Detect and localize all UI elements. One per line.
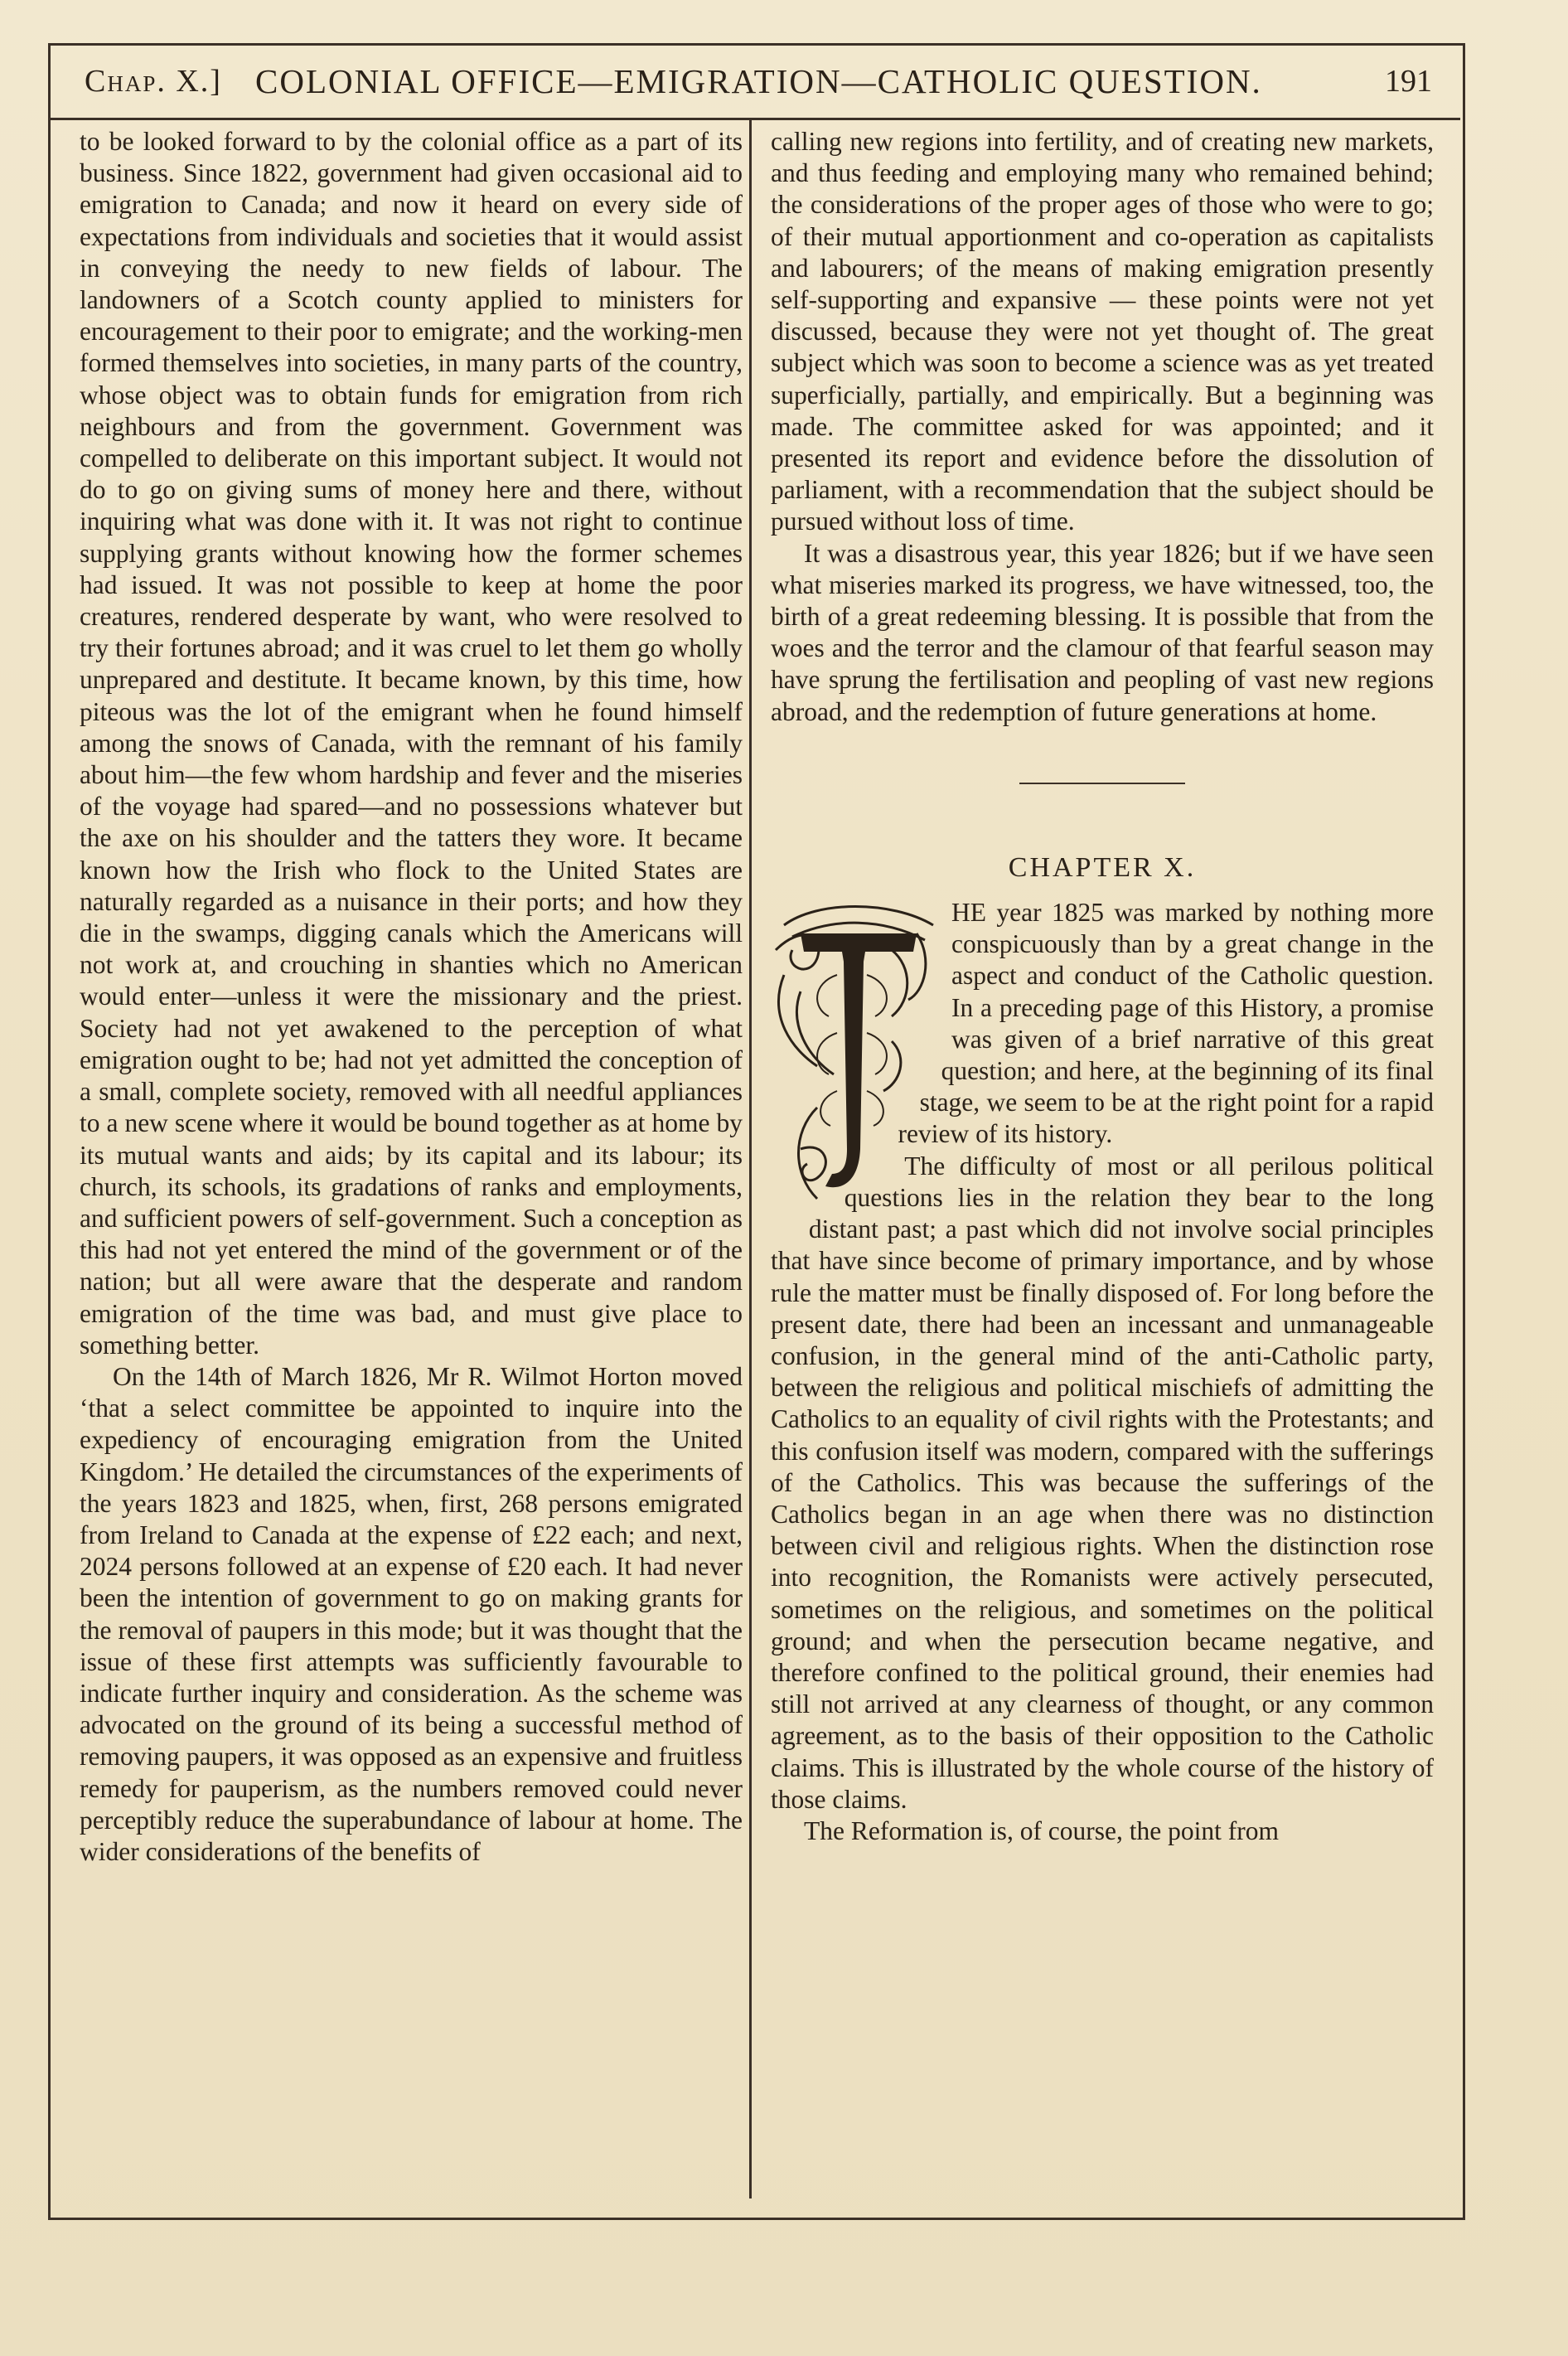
page-number: 191 <box>1385 64 1432 99</box>
paragraph: The Reformation is, of course, the point from <box>804 1815 1279 1845</box>
paragraph: The difficulty of most or all perilous political questions lies in the relation they bear to the long distant past; a past which did not involve social principles that have since become of primary importance, and by whose rule the matter must be finally disposed of. For long before the present date, there had been an incessant and unmanageable confusion, in the general mind of the anti-Catholic party, between the religious and political mischiefs of admitting the Catholics to an equality of civil rights with the Protestants; and this confusion itself was modern, compared with the sufferings of the Catholics. This was because the sufferings of the Catholics began in an age when there was no distinction between civil and religious rights. When the distinction rose into recognition, the Romanists were actively persecuted, sometimes on the religious, and sometimes on the political ground; and when the persecution became negative, and therefore confined to the political ground, their enemies had still not arrived at any clearness of thought, or any common agreement, as to the basis of their opposition to the Catholic claims. This is illustrated by the whole course of the history of those claims. <box>771 1151 1434 1814</box>
right-column <box>771 126 1434 1847</box>
column-divider <box>749 118 752 2198</box>
section-separator <box>1019 783 1185 784</box>
paragraph: It was a disastrous year, this year 1826; but if we have seen what miseries marked its progress, we have witnessed, too, the birth of a great redeeming blessing. It is possible that from the woes and the terror and the clamour of that fearful season may have sprung the fertilisation and peopling of vast new regions abroad, and the redemption of future generations at home. <box>771 538 1434 726</box>
chapter-heading: CHAPTER X. <box>1008 851 1197 883</box>
header-title: COLONIAL OFFICE—EMIGRATION—CATHOLIC QUESTION. <box>255 62 1262 100</box>
opening-text: HE year 1825 was marked by nothing more conspicuously than by a great change in the aspect and conduct of the Catholic question. In a preceding page of this History, a promise was given of a brief narrative of this great question; and here, at the beginning of its final stage, we seem to be at the right point for a rapid review of its history. <box>898 898 1434 1149</box>
paragraph: On the 14th of March 1826, Mr R. Wilmot Horton moved ‘that a select committee be appointed to inquire into the expediency of encouraging emigration from the United Kingdom.’ He detailed the circumstances of the experiments of the years 1823 and 1825, when, first, 268 persons emigrated from Ireland to Canada at the expense of £22 each; and next, 2024 persons followed at an expense of £20 each. It had never been the intention of government to go on making grants for the removal of paupers in this mode; but it was thought that the issue of these first attempts was sufficiently favourable to indicate further inquiry and consideration. As the scheme was advocated on the ground of its being a successful method of removing paupers, it was opposed as an expensive and fruitless remedy for pauperism, as the numbers removed could never perceptibly reduce the superabundance of labour at home. The wider considerations of the benefits of <box>80 1361 743 1866</box>
left-column <box>80 126 743 1868</box>
running-header <box>48 43 1460 120</box>
header-chapter: Chap. X.] <box>85 64 222 99</box>
paragraph: to be looked forward to by the colonial office as a part of its business. Since 1822, government had given occasional aid to emigration to Canada; and now it heard on every side of expectations from individuals and societies that it would assist in conveying the needy to new fields of labour. The landowners of a Scotch county applied to ministers for encouragement to their poor to emigrate; and the working-men formed themselves into societies, in many parts of the country, whose object was to obtain funds for emigration from rich neighbours and from the government. Government was compelled to deliberate on this important subject. It would not do to go on giving sums of money here and there, without inquiring what was done with it. It was not right to continue supplying grants without knowing how the former schemes had issued. It was not possible to keep at home the poor creatures, rendered desperate by want, who were resolved to try their fortunes abroad; and it was cruel to let them go wholly unprepared and destitute. It became known, by this time, how piteous was the lot of the emigrant when he found himself among the snows of Canada, with the remnant of his family about him—the few whom hardship and fever and the miseries of the voyage had spared—and no possessions whatever but the axe on his shoulder and the tatters they wore. It became known how the Irish who flock to the United States are naturally regarded as a nuisance in their ports; and how they die in the swamps, digging canals which the Americans will not work at, and crouching in shanties which no American would enter—unless it were the missionary and the priest. Society had not yet awakened to the perception of what emigration ought to be; had not yet admitted the conception of a small, complete society, removed with all needful appliances to a new scene where it would be bound together as at home by its mutual wants and aids; by its capital and its labour; its church, its schools, its gradations of ranks and employments, and sufficient powers of self-government. Such a conception as this had not yet entered the mind of the government or of the nation; but all were aware that the desperate and random emigration of the time was bad, and must give place to something better. <box>80 127 743 1360</box>
paragraph: calling new regions into fertility, and of creating new markets, and thus feeding and employing many who remained behind; the considerations of the proper ages of those who were to go; of their mutual apportionment and co-operation as capitalists and labourers; of the means of making emigration presently self-supporting and expansive — these points were not yet discussed, because they were not yet thought of. The great subject which was soon to become a science was as yet treated superficially, partially, and empirically. But a beginning was made. The committee asked for was appointed; and it presented its report and evidence before the dissolution of parliament, with a recommendation that the subject should be pursued without loss of time. <box>771 127 1434 536</box>
